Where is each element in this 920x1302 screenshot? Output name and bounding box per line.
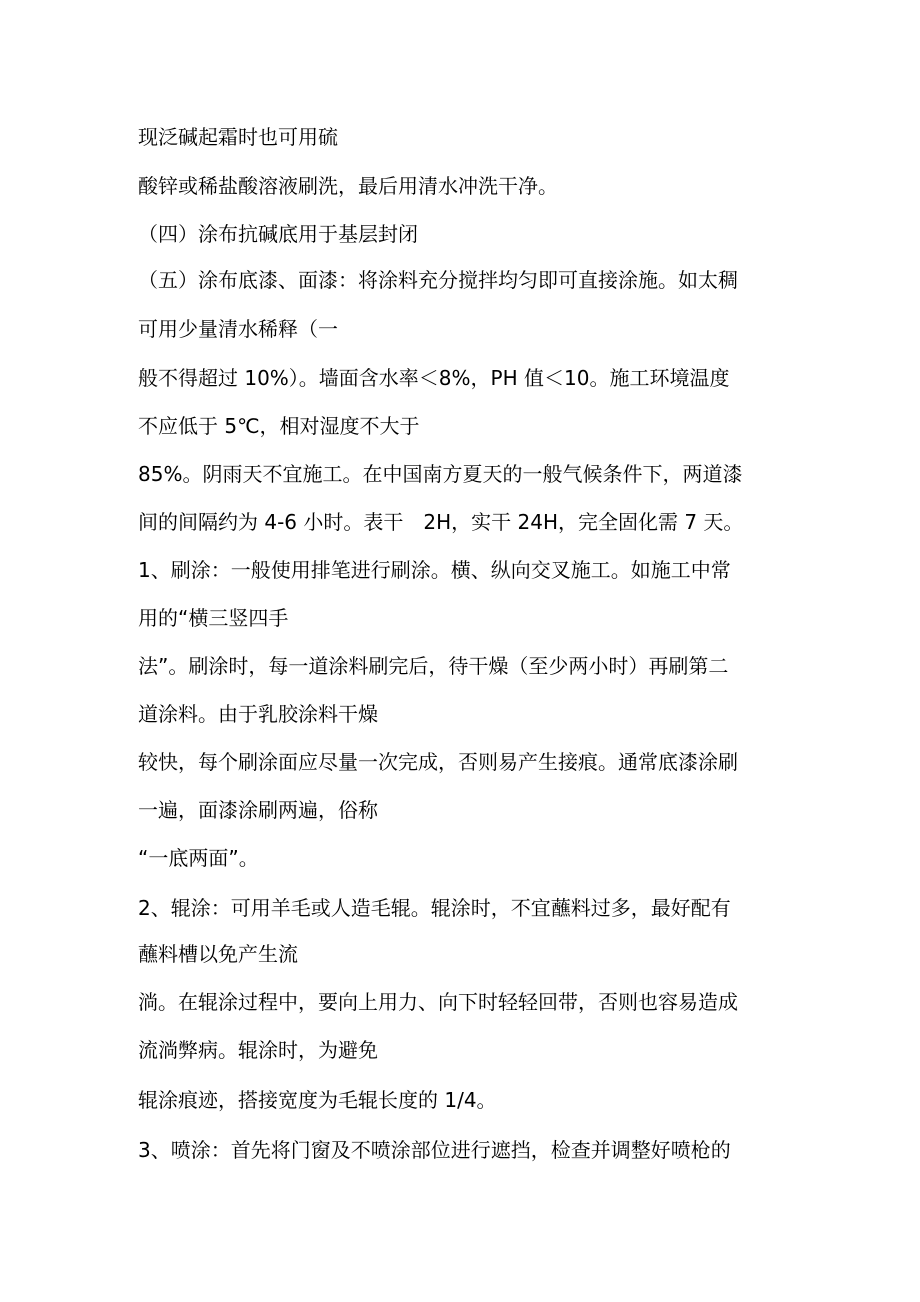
text-line: 不应低于 5℃，相对湿度不大于 [138,414,420,438]
text-line: 蘸料槽以免产生流 [138,942,298,966]
text-line: 85%。阴雨天不宜施工。在中国南方夏天的一般气候条件下，两道漆 [138,462,743,486]
text-line: 法”。刷涂时，每一道涂料刷完后，待干燥（至少两小时）再刷第二 [138,654,729,678]
text-line: 一遍，面漆涂刷两遍，俗称 [138,798,378,822]
text-line: 酸锌或稀盐酸溶液刷洗，最后用清水冲洗干净。 [138,174,558,198]
text-line: （五）涂布底漆、面漆：将涂料充分搅拌均匀即可直接涂施。如太稠 [138,268,738,292]
text-line: 辊涂痕迹，搭接宽度为毛辊长度的 1/4。 [138,1088,497,1112]
text-line: 用的“横三竖四手 [138,606,289,630]
text-line: 较快，每个刷涂面应尽量一次完成，否则易产生接痕。通常底漆涂刷 [138,750,738,774]
text-line: 淌。在辊涂过程中，要向上用力、向下时轻轻回带，否则也容易造成 [138,990,738,1014]
text-line: 可用少量清水稀释（一 [138,317,338,341]
text-line: 般不得超过 10%）。墙面含水率＜8%，PH 值＜10。施工环境温度 [138,366,730,390]
text-line: （四）涂布抗碱底用于基层封闭 [138,222,418,246]
text-line: 3、喷涂：首先将门窗及不喷涂部位进行遮挡，检查并调整好喷枪的 [138,1138,731,1162]
text-line: 道涂料。由于乳胶涂料干燥 [138,702,378,726]
text-line: 1、刷涂：一般使用排笔进行刷涂。横、纵向交叉施工。如施工中常 [138,558,731,582]
text-line: 流淌弊病。辊涂时，为避免 [138,1038,378,1062]
text-line: 间的间隔约为 4-6 小时。表干 2H，实干 24H，完全固化需 7 天。 [138,510,744,534]
text-line: 现泛碱起霜时也可用硫 [138,125,338,149]
text-line: “一底两面”。 [138,846,259,870]
text-line: 2、辊涂：可用羊毛或人造毛辊。辊涂时，不宜蘸料过多，最好配有 [138,896,731,920]
